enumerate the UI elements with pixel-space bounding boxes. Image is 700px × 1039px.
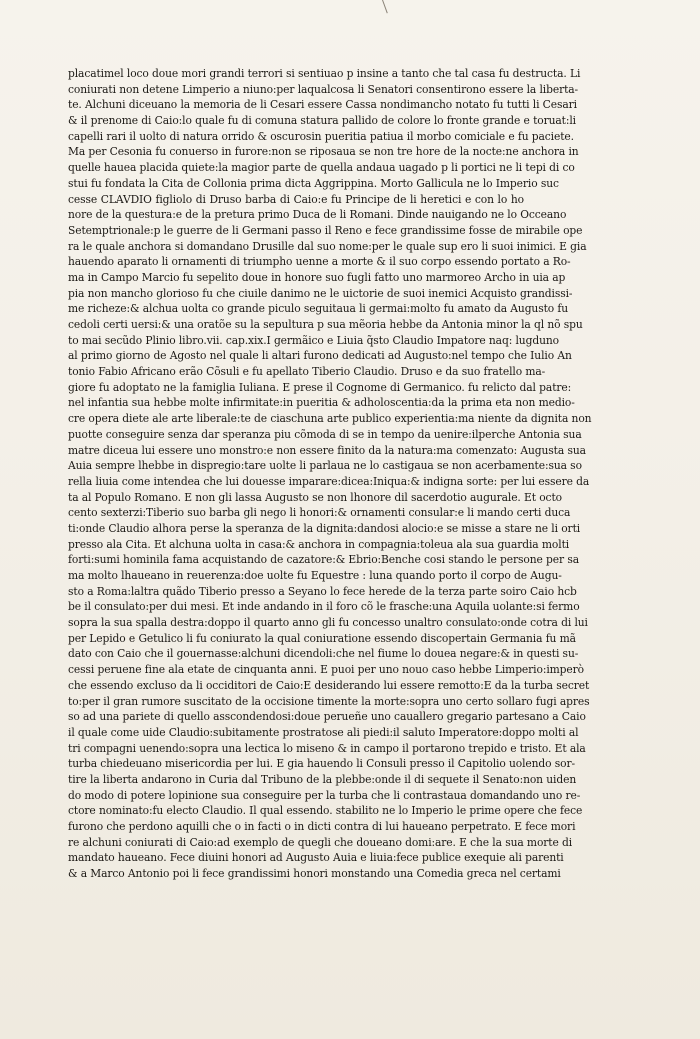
text-line: hauendo aparato li ornamenti di triumpho uenne a morte & il suo corpo essendo portato a Ro-: [68, 255, 571, 269]
text-line: & il prenome di Caio:lo quale fu di comuna statura pallido de colore lo fronte grande e toruat:li: [68, 114, 577, 128]
text-line: ti:onde Claudio alhora perse la speranza de la dignita:dandosi alocio:e se misse a stare ne li orti: [68, 521, 581, 535]
text-line: quelle hauea placida quiete:la magior parte de quella andaua uagado p li portici ne li tepi di co: [68, 161, 575, 175]
text-line: furono che perdono aquilli che o in facti o in dicti contra di lui haueano perpetrato. E fece mori: [68, 820, 576, 833]
text-line: nel infantia sua hebbe molte infirmitate:in pueritia & adholoscentia:da la prima eta non medio-: [68, 396, 575, 410]
text-line: pia non mancho glorioso fu che ciuile danimo ne le uictorie de suoi inemici Acquisto grandissi-: [68, 286, 573, 300]
text-line: ma molto lhaueano in reuerenza:doe uolte fu Equestre : luna quando porto il corpo de Augu-: [68, 569, 562, 582]
text-line: ma in Campo Marcio fu sepelito doue in honore suo fugli fatto uno marmoreo Archo in uia ap: [68, 270, 566, 284]
text-line: cessi peruene fine ala etate de cinquanta anni. E puoi per uno nouo caso hebbe Limperio:imperò: [68, 663, 584, 677]
text-line: Auia sempre lhebbe in dispregio:tare uolte li parlaua ne lo castigaua se non acerbamente:sua so: [68, 459, 582, 473]
text-line: al primo giorno de Agosto nel quale li altari furono dedicati ad Augusto:nel tempo che Iulio An: [68, 349, 572, 363]
text-line: to:per il gran rumore suscitato de la occisione timente la morte:sopra uno certo sollaro fugi apres: [68, 694, 590, 708]
text-line: matre diceua lui essere uno monstro:e non essere finito da la natura:ma comenzato: Augusta sua: [68, 443, 586, 457]
text-line: to mai secũdo Plinio libro.vii. cap.xix.I germãico e Liuia q̃sto Claudio Impatore naq: lugduno: [68, 333, 559, 347]
text-line: cento sexterzi:Tiberio suo barba gli nego li honori:& ornamenti consular:e li mando certi duca: [68, 506, 571, 520]
text-line: cesse CLAVDIO figliolo di Druso barba di Caio:e fu Principe de li heretici e con lo ho: [68, 192, 524, 206]
text-line: coniurati non detene Limperio a niuno:per laqualcosa li Senatori consentirono essere la liberta-: [68, 82, 579, 96]
text-line: be il consulato:per dui mesi. Et inde andando in il foro cõ le frasche:una Aquila uolante:si fermo: [68, 600, 580, 614]
text-line: sopra la sua spalla destra:doppo il quarto anno gli fu concesso unaltro consulato:onde cotra di lui: [68, 616, 588, 630]
text-line: dato con Caio che il gouernasse:alchuni dicendoli:che nel fiume lo douea negare:& in questi su-: [68, 647, 579, 661]
text-line: tri compagni uenendo:sopra una lectica lo miseno & in campo il portarono trepido e tristo. Et ala: [68, 741, 586, 755]
text-line: tonio Fabio Africano erão Cõsuli e fu apellato Tiberio Claudio. Druso e da suo fratello ma-: [68, 365, 546, 379]
text-line: ctore nominato:fu electo Claudio. Il qual essendo. stabilito ne lo Imperio le prime opere che fece: [68, 804, 583, 818]
text-line: re alchuni coniurati di Caio:ad exemplo de quegli che doueano domi:are. E che la sua morte di: [68, 835, 573, 849]
text-line: so ad una pariete di quello asscondendosi:doue perueñe uno cauallero gregario partesano a Caio: [68, 710, 586, 724]
text-line: do modo di potere lopinione sua conseguire per la turba che li contrastaua domandando uno re-: [68, 788, 581, 802]
text-line: te. Alchuni diceuano la memoria de li Cesari essere Cassa nondimancho notato fu tutti li Cesari: [68, 98, 577, 112]
text-line: per Lepido e Getulico li fu coniurato la qual coniuratione essendo discopertain Germania fu mã: [68, 631, 576, 645]
text-line: rella liuia come intendea che lui douesse imparare:dicea:Iniqua:& indigna sorte: per lui essere da: [68, 474, 590, 488]
text-line: stui fu fondata la Cita de Collonia prima dicta Aggrippina. Morto Gallicula ne lo Imperio suc: [68, 176, 559, 190]
text-line: presso ala Cita. Et alchuna uolta in casa:& anchora in compagnia:toleua ala sua guardia molti: [68, 537, 570, 551]
text-line: cedoli certi uersi:& una oratõe su la sepultura p sua mẽoria hebbe da Antonia minor la ql nõ spu: [68, 318, 583, 331]
page-mark: [382, 0, 388, 13]
text-column: [68, 66, 592, 882]
text-line: capelli rari il uolto di natura orrido & oscurosin pueritia patiua il morbo comiciale e fu paciete.: [68, 129, 574, 143]
text-line: me richeze:& alchua uolta co grande piculo seguitaua li germai:molto fu amato da Augusto fu: [68, 302, 569, 316]
text-line: ra le quale anchora si domandano Drusille dal suo nome:per le quale sup ero li suoi inimici. E gia: [68, 239, 587, 253]
text-line: forti:sumi hominila fama acquistando de cazatore:& Ebrio:Benche cosi stando le persone per sa: [68, 553, 579, 567]
text-line: mandato haueano. Fece diuini honori ad Augusto Auia e liuia:fece publice exequie ali parenti: [68, 851, 564, 865]
text-line: nore de la questura:e de la pretura primo Duca de li Romani. Dinde nauigando ne lo Occeano: [68, 208, 567, 222]
text-line: placatimel loco doue mori grandi terrori si sentiuao p insine a tanto che tal casa fu destructa. Li: [68, 67, 581, 80]
text-line: tire la liberta andarono in Curia dal Tribuno de la plebbe:onde il di sequete il Senato:non uiden: [68, 772, 577, 786]
text-line: sto a Roma:laltra quãdo Tiberio presso a Seyano lo fece herede de la terza parte soiro Caio hcb: [68, 584, 577, 598]
text-line: & a Marco Antonio poi li fece grandissimi honori monstando una Comedia greca nel certami: [68, 867, 561, 881]
text-line: cre opera diete ale arte liberale:te de ciaschuna arte publico experientia:ma niente da dignita non: [68, 412, 592, 426]
text-line: Setemptrionale:p le guerre de li Germani passo il Reno e fece grandissime fosse de mirabile ope: [68, 223, 583, 237]
text-line: il quale come uide Claudio:subitamente prostratose ali piedi:il saluto Imperatore:doppo molti al: [68, 725, 579, 739]
text-line: Ma per Cesonia fu conuerso in furore:non se riposaua se non tre hore de la nocte:ne anchora in: [68, 145, 579, 159]
text-line: ta al Populo Romano. E non gli lassa Augusto se non lhonore dil sacerdotio augurale. Et octo: [68, 490, 562, 504]
text-line: turba chiedeuano misericordia per lui. E gia hauendo li Consuli presso il Capitolio uolendo sor-: [68, 757, 576, 771]
text-line: che essendo excluso da li occiditori de Caio:E desiderando lui essere remotto:E da la turba secret: [68, 678, 590, 692]
text-line: giore fu adoptato ne la famiglia Iuliana. E prese il Cognome di Germanico. fu relicto dal patre:: [68, 380, 572, 394]
text-line: puotte conseguire senza dar speranza piu cõmoda di se in tempo da uenire:ilperche Antonia sua: [68, 427, 582, 441]
